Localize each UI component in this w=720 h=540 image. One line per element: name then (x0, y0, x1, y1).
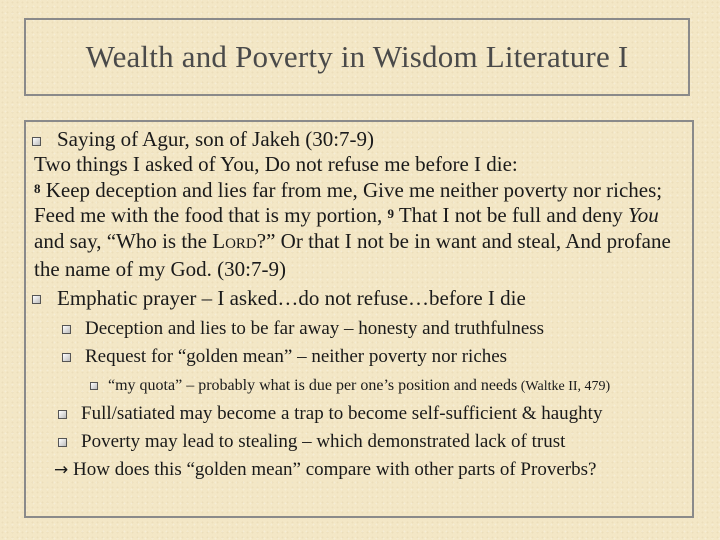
sub-point-1 (34, 315, 686, 343)
verse-9-text-c: ?” Or that I not be in want and steal, And profane the name of my God. (30:7-9) (34, 228, 671, 281)
sub-point-2-text: Request for “golden mean” – neither poverty nor riches (85, 345, 508, 367)
verse-9-text-a: That I not be full and deny (393, 203, 629, 227)
verse-9-you: You (628, 203, 659, 227)
bullet-icon (32, 137, 41, 146)
sub-point-4-text: Poverty may lead to stealing – which demonstrated lack of trust (81, 430, 566, 452)
bullet-icon (90, 382, 98, 390)
sub-sub-point-1-text: “my quota” – probably what is due per one’s position and needs (108, 376, 518, 394)
sub-point-3-text: Full/satiated may become a trap to become self-sufficient & haughty (81, 402, 603, 424)
sub-point-4 (34, 428, 686, 456)
right-arrow-icon: → (54, 459, 69, 480)
scripture-passage (34, 152, 686, 283)
bullet-icon (62, 353, 71, 362)
sub-point-3 (34, 400, 686, 428)
verse-number-9: 9 (387, 206, 394, 221)
sub-sub-point-1 (34, 373, 686, 400)
question-line (34, 456, 686, 484)
question-text: How does this “golden mean” compare with other parts of Proverbs? (73, 458, 597, 480)
passage-line1: Two things I asked of You, Do not refuse me before I die: (34, 152, 518, 176)
heading-text: Saying of Agur, son of Jakeh (30:7-9) (57, 127, 375, 151)
lord-initial: L (212, 228, 226, 253)
heading-line (34, 126, 686, 152)
point-1 (34, 285, 686, 311)
bullet-icon (62, 325, 71, 334)
title-box (24, 18, 690, 96)
citation: (Waltke II, 479) (517, 378, 611, 394)
verse-9-text-b: and say, “Who is the (34, 228, 213, 253)
content-box (24, 120, 694, 518)
lord-small-caps: ORD (225, 235, 257, 252)
bullet-icon (32, 295, 41, 304)
page-title: Wealth and Poverty in Wisdom Literature I (85, 39, 629, 74)
verse-number-8: 8 (34, 180, 41, 196)
point-1-text: Emphatic prayer – I asked…do not refuse…before I die (57, 285, 526, 310)
bullet-icon (58, 410, 67, 419)
bullet-icon (58, 438, 67, 447)
sub-point-1-text: Deception and lies to be far away – honesty and truthfulness (85, 317, 545, 339)
sub-point-2 (34, 343, 686, 371)
verse-8-text: Keep deception and lies far from me, Give me neither poverty nor riches; Feed me with the food that is my portion, (34, 177, 663, 227)
